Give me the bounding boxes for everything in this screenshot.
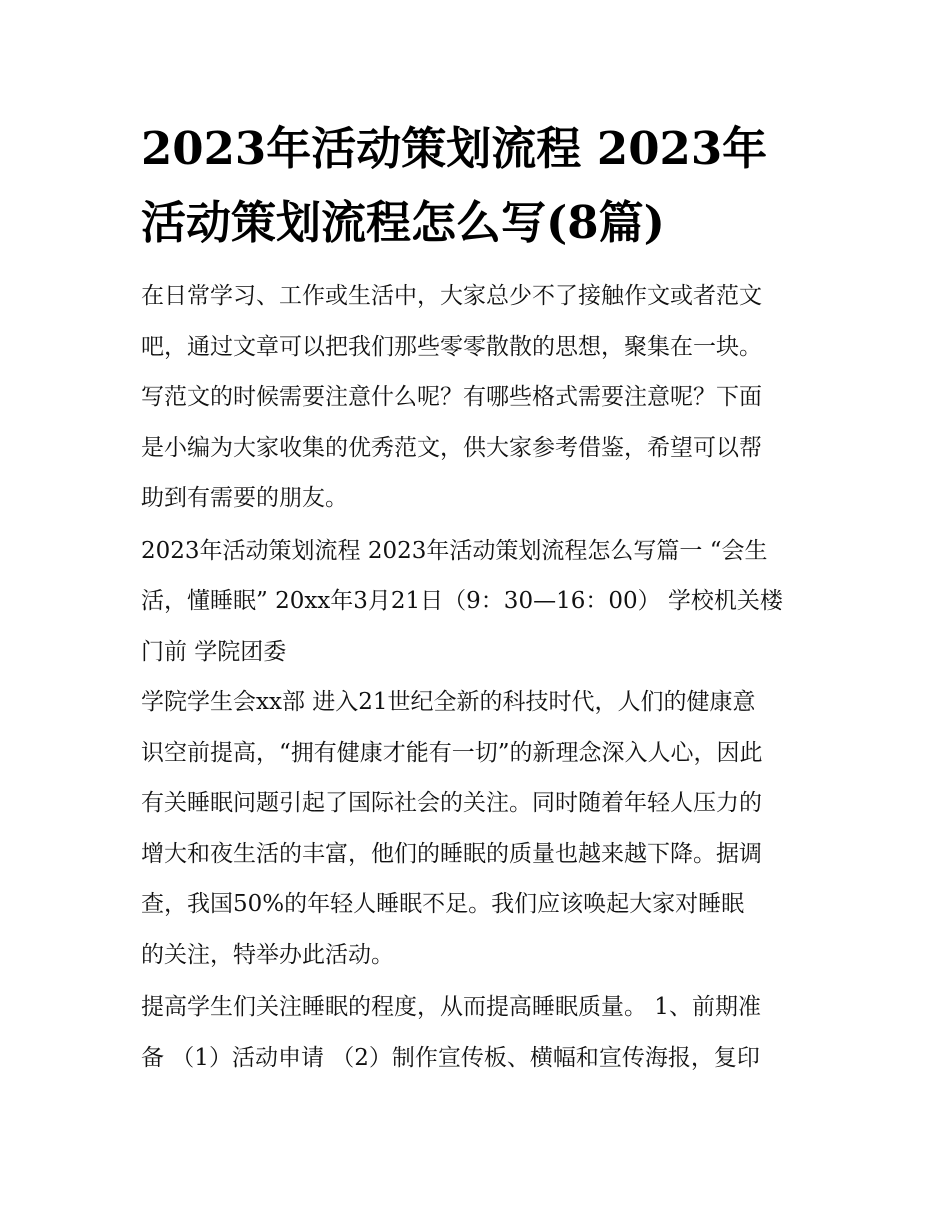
text-line: 有关睡眠问题引起了国际社会的关注。同时随着年轻人压力的	[141, 790, 762, 816]
text-line: 助到有需要的朋友。	[141, 485, 348, 511]
background-paragraph	[141, 677, 817, 980]
text-line: 查，我国50%的年轻人睡眠不足。我们应该唤起大家对睡眠	[141, 891, 745, 917]
text-line: 写范文的时候需要注意什么呢？有哪些格式需要注意呢？下面	[141, 384, 762, 410]
intro-paragraph	[141, 271, 817, 524]
document-title	[141, 112, 817, 260]
text-line: 识空前提高，“拥有健康才能有一切”的新理念深入人心，因此	[141, 739, 763, 766]
text-line: 学院学生会xx部 进入21世纪全新的科技时代，人们的健康意	[141, 689, 756, 715]
text-line: 2023年活动策划流程 2023年活动策划流程怎么写篇一 “会生	[141, 537, 768, 564]
text-line: 门前 学院团委	[141, 638, 287, 665]
title-line: 2023年活动策划流程 2023年	[141, 122, 768, 175]
text-line: 提高学生们关注睡眠的程度，从而提高睡眠质量。 1、前期准	[141, 994, 761, 1020]
document-content	[141, 112, 817, 1083]
text-line: 备 （1）活动申请 （2）制作宣传板、横幅和宣传海报，复印	[141, 1044, 760, 1071]
text-line: 在日常学习、工作或生活中，大家总少不了接触作文或者范文	[141, 283, 762, 309]
text-line: 活，懂睡眠” 20xx年3月21日（9：30—16：00） 学校机关楼	[141, 588, 783, 614]
text-line: 吧，通过文章可以把我们那些零零散散的思想，聚集在一块。	[141, 333, 762, 360]
text-line: 是小编为大家收集的优秀范文，供大家参考借鉴，希望可以帮	[141, 434, 762, 461]
section-heading-paragraph	[141, 526, 817, 678]
text-line: 的关注，特举办此活动。	[141, 941, 394, 968]
text-line: 增大和夜生活的丰富，他们的睡眠的质量也越来越下降。据调	[141, 840, 762, 867]
goal-paragraph	[141, 982, 817, 1083]
title-line: 活动策划流程怎么写(8篇)	[141, 196, 665, 249]
